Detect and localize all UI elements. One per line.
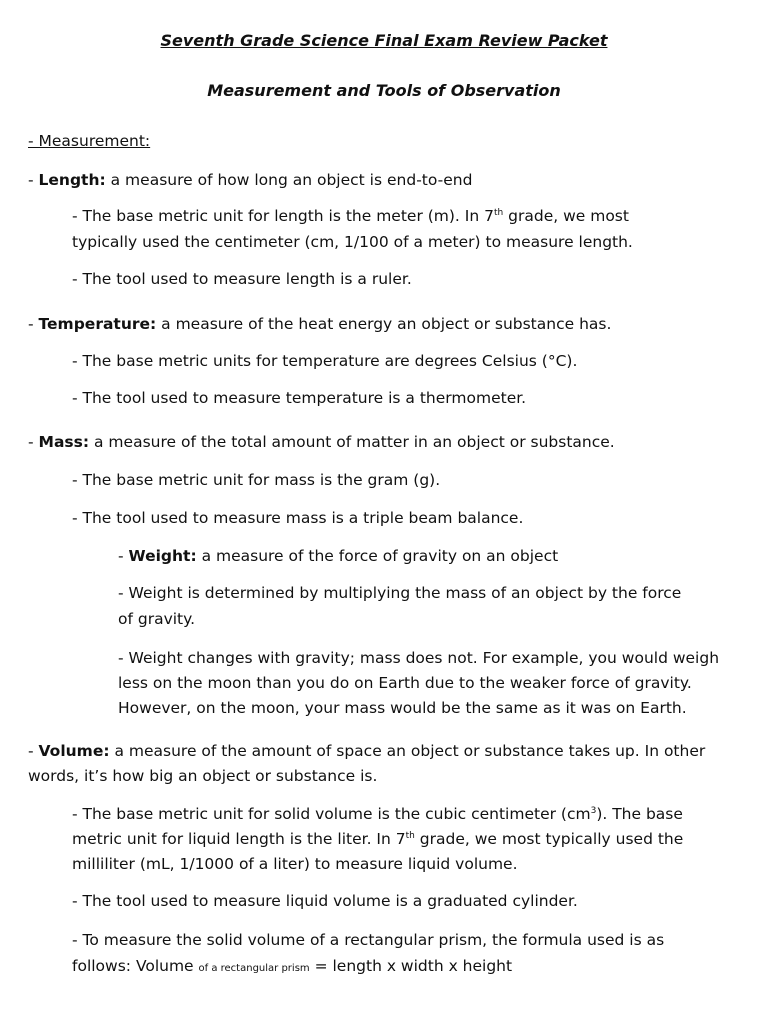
length-tool: - The tool used to measure length is a ruler. [72, 270, 412, 288]
volume-unit-line-2 [72, 827, 683, 853]
temperature-definition [28, 312, 611, 338]
volume-unit-line-1 [72, 802, 683, 828]
superscript: 3 [590, 806, 597, 816]
temperature-unit: - The base metric units for temperature are degrees Celsius (°C). [72, 352, 578, 370]
mass-tool: - The tool used to measure mass is a triple beam balance. [72, 509, 524, 527]
weight-changes-line-1: - Weight changes with gravity; mass does not. For example, you would weigh [118, 649, 720, 667]
weight-determined-line-1: - Weight is determined by multiplying the mass of an object by the force [118, 584, 682, 602]
definition-text: a measure of how long an object is end-to-end [105, 171, 473, 189]
length-definition [28, 168, 472, 194]
text-segment: = length x width x height [309, 957, 513, 975]
mass-definition [28, 430, 615, 456]
subscript: of a rectangular prism [198, 963, 310, 974]
document-title: Seventh Grade Science Final Exam Review Packet [160, 31, 608, 50]
term-temperature: Temperature: [38, 315, 157, 333]
text-segment: metric unit for liquid length is the liter. In 7 [72, 830, 406, 848]
volume-tool: - The tool used to measure liquid volume is a graduated cylinder. [72, 892, 578, 910]
weight-changes-line-2: less on the moon than you do on Earth due to the weaker force of gravity. [118, 674, 692, 692]
length-unit-line-1 [72, 204, 629, 230]
document-subtitle: Measurement and Tools of Observation [207, 81, 561, 100]
length-unit-line-2: typically used the centimeter (cm, 1/100 of a meter) to measure length. [72, 233, 633, 251]
text-segment: grade, we most [503, 207, 629, 225]
weight-changes-line-3: However, on the moon, your mass would be the same as it was on Earth. [118, 699, 687, 717]
definition-text: a measure of the amount of space an object or substance takes up. In other [109, 742, 706, 760]
volume-definition-line-2: words, it’s how big an object or substance is. [28, 767, 378, 785]
text-segment: - The base metric unit for solid volume is the cubic centimeter (cm [72, 805, 591, 823]
bullet-dash: - [28, 171, 39, 189]
term-volume: Volume: [38, 742, 110, 760]
temperature-tool: - The tool used to measure temperature is a thermometer. [72, 389, 527, 407]
term-mass: Mass: [38, 433, 90, 451]
bullet-dash: - [28, 315, 39, 333]
bullet-dash: - [28, 742, 39, 760]
definition-text: a measure of the total amount of matter in an object or substance. [89, 433, 615, 451]
text-segment: grade, we most typically used the [414, 830, 684, 848]
volume-formula-line-1: - To measure the solid volume of a rectangular prism, the formula used is as [72, 931, 665, 949]
term-weight: Weight: [128, 547, 197, 565]
volume-unit-line-3: milliliter (mL, 1/1000 of a liter) to measure liquid volume. [72, 855, 518, 873]
weight-determined-line-2: of gravity. [118, 610, 196, 628]
superscript: th [493, 208, 504, 218]
text-segment: ). The base [596, 805, 683, 823]
volume-definition-line-1 [28, 739, 705, 765]
text-segment: - The base metric unit for length is the meter (m). In 7 [72, 207, 494, 225]
weight-definition [118, 544, 558, 570]
text-segment: follows: Volume [72, 957, 199, 975]
definition-text: a measure of the force of gravity on an object [196, 547, 559, 565]
term-length: Length: [38, 171, 106, 189]
bullet-dash: - [28, 433, 39, 451]
bullet-dash: - [118, 547, 129, 565]
section-heading: - Measurement: [28, 132, 151, 150]
volume-formula-line-2 [72, 954, 512, 982]
mass-unit: - The base metric unit for mass is the gram (g). [72, 471, 441, 489]
superscript: th [405, 831, 415, 841]
definition-text: a measure of the heat energy an object or substance has. [156, 315, 612, 333]
